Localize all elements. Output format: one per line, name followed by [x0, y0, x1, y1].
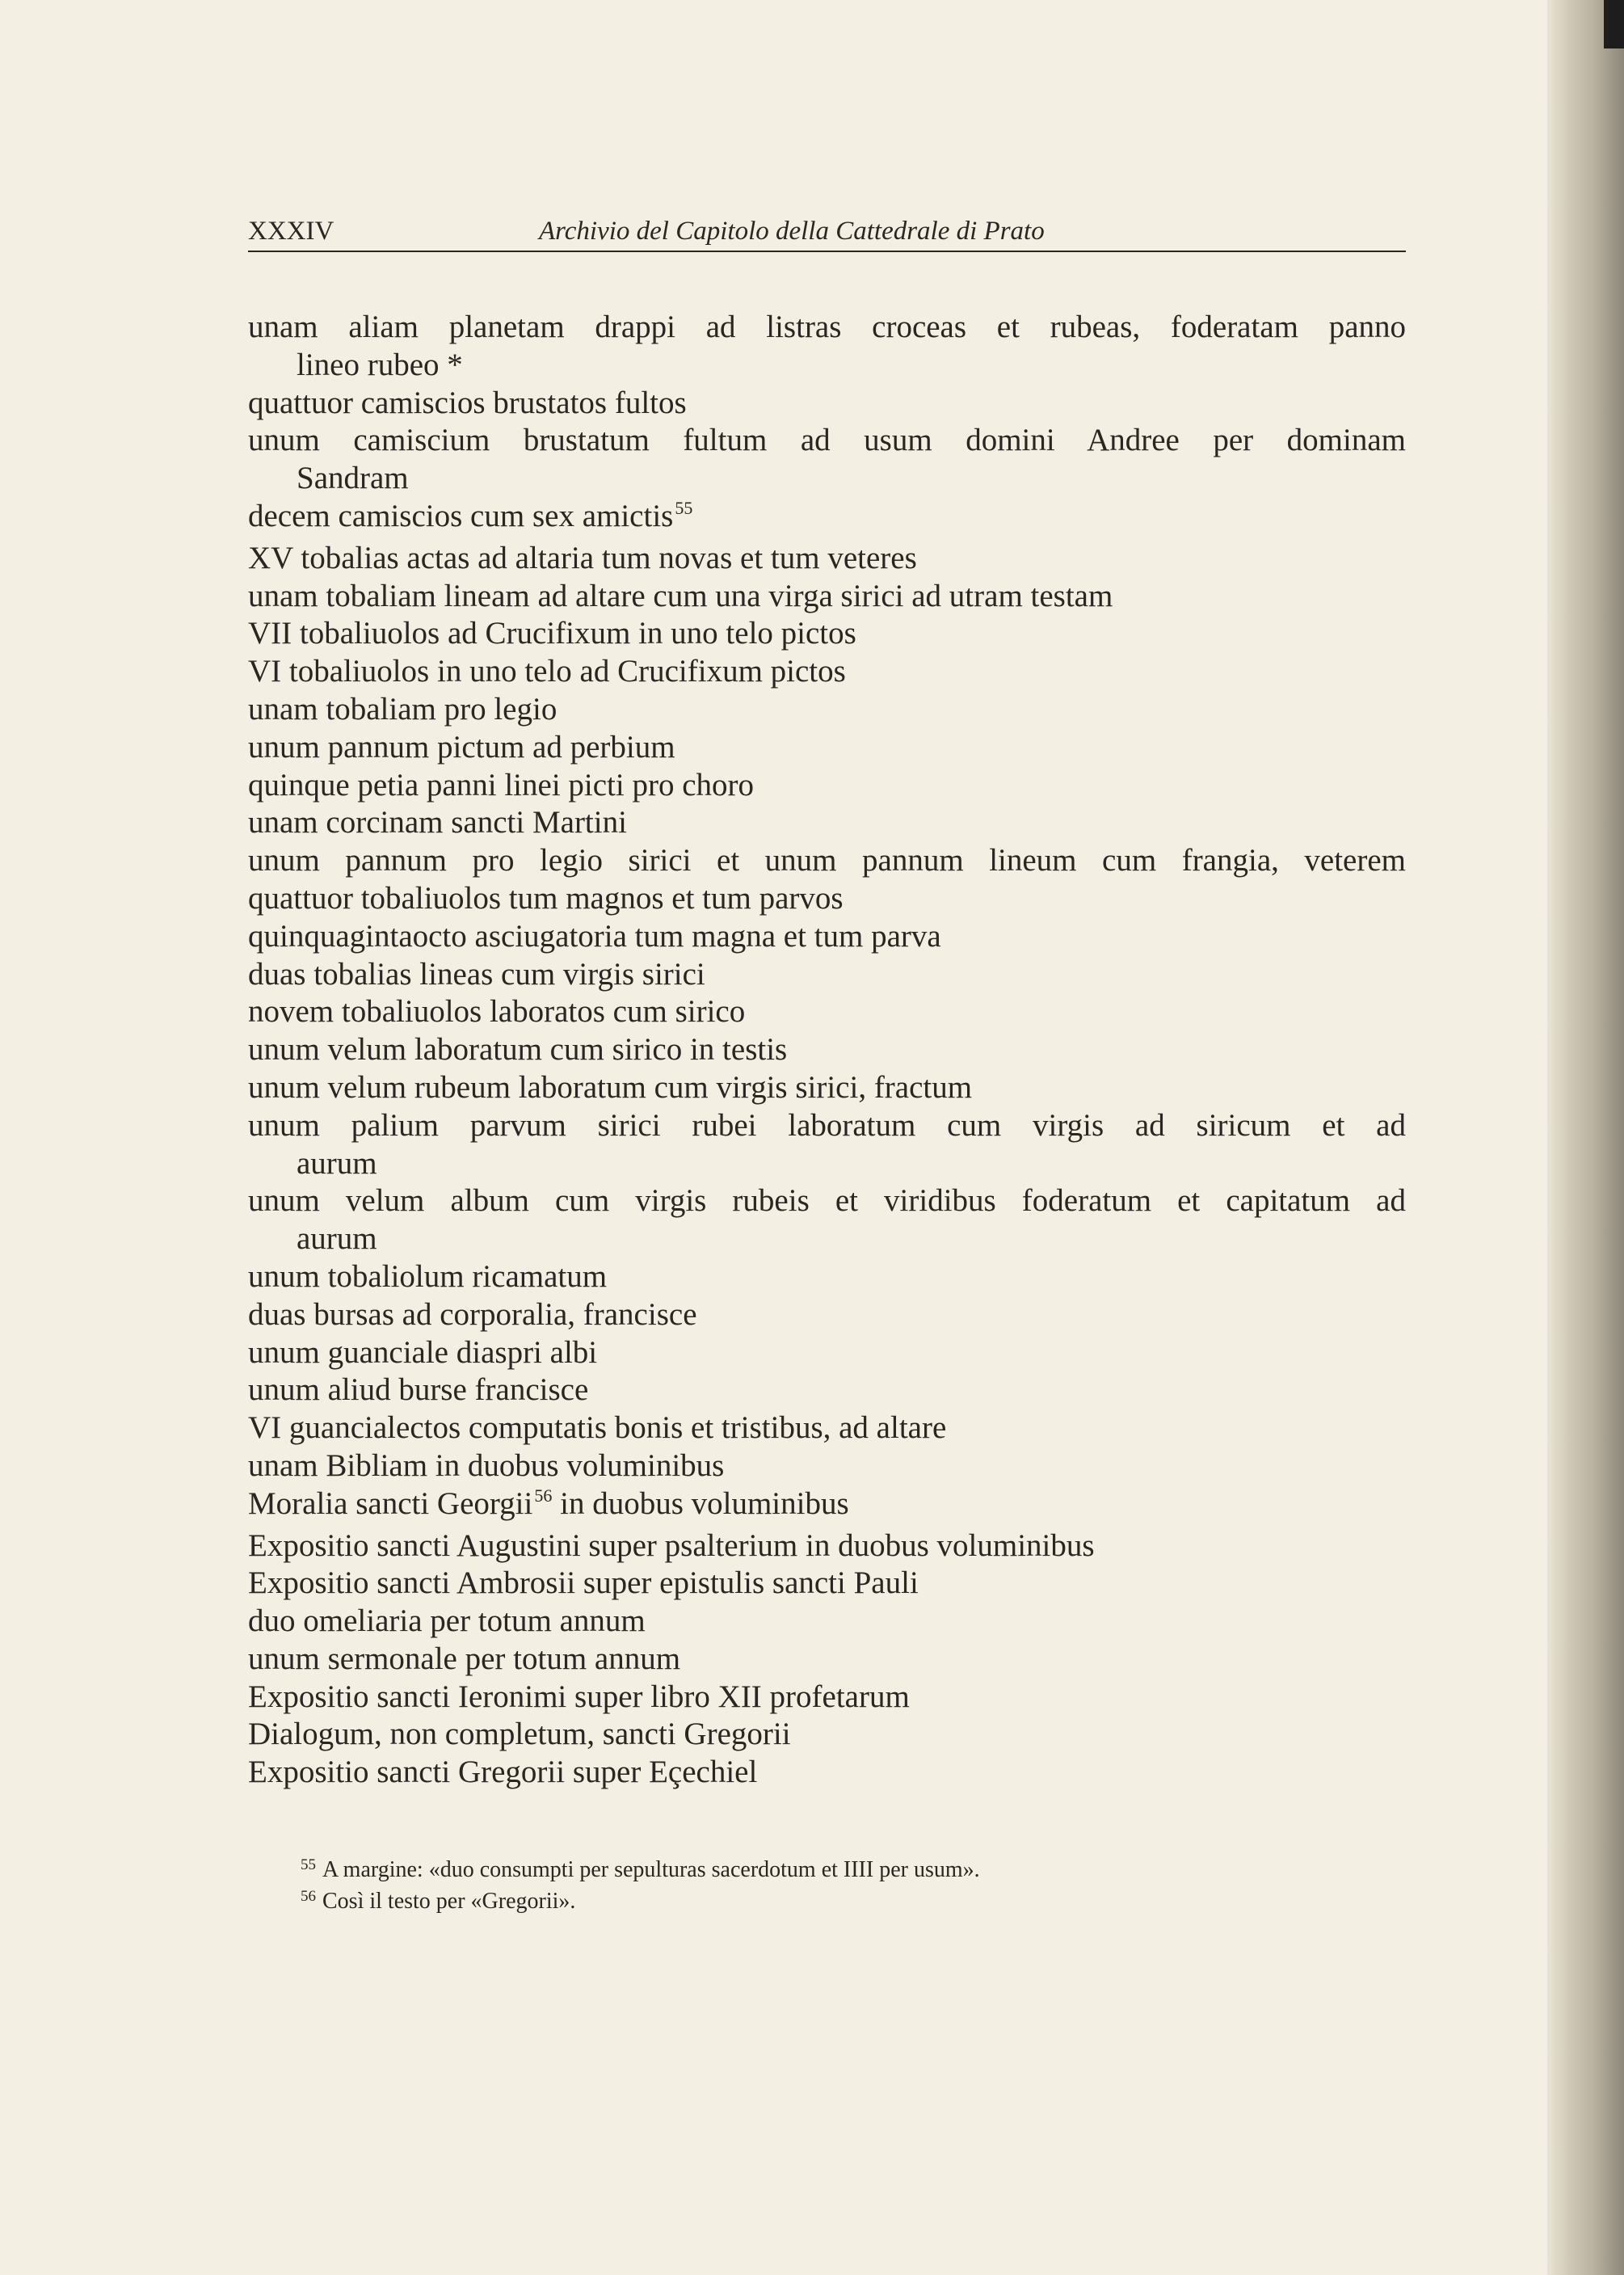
inventory-line — [248, 1182, 1406, 1220]
line-text: quattuor tobaliuolos tum magnos et tum parvos — [248, 880, 844, 916]
line-text: decem camiscios cum sex amictis — [248, 498, 674, 533]
line-text: unam Bibliam in duobus voluminibus — [248, 1447, 725, 1483]
inventory-line — [248, 1603, 1406, 1641]
line-text: VII tobaliuolos ad Crucifixum in uno telo pictos — [248, 616, 856, 651]
line-text: quinque petia panni linei picti pro choro — [248, 767, 754, 803]
inventory-line — [248, 767, 1406, 805]
line-text: Expositio sancti Gregorii super Eçechiel — [248, 1755, 758, 1790]
line-text: VI guancialectos computatis bonis et tristibus, ad altare — [248, 1410, 947, 1446]
line-text: Dialogum, non completum, sancti Gregorii — [248, 1717, 791, 1752]
line-text: unum pannum pro legio sirici et unum pannum lineum cum frangia, veterem — [248, 843, 1406, 878]
inventory-line — [248, 1565, 1406, 1603]
inventory-line — [248, 1371, 1406, 1409]
book-spine-shadow — [1547, 0, 1624, 2275]
inventory-line — [248, 918, 1406, 956]
line-text: unam tobaliam pro legio — [248, 691, 557, 727]
inventory-line — [248, 1145, 1406, 1183]
inventory-line — [248, 1296, 1406, 1334]
inventory-line — [248, 653, 1406, 691]
inventory-line — [248, 1485, 1406, 1527]
inventory-line — [248, 729, 1406, 767]
line-text: unum velum album cum virgis rubeis et viridibus foderatum et capitatum ad — [248, 1183, 1406, 1219]
inventory-line — [248, 842, 1406, 880]
line-text: Expositio sancti Augustini super psalterium in duobus voluminibus — [248, 1527, 1095, 1563]
line-text: XV tobalias actas ad altaria tum novas et tum veteres — [248, 540, 917, 575]
line-text-continued: in duobus voluminibus — [552, 1485, 849, 1521]
line-text: unum sermonale per totum annum — [248, 1641, 681, 1676]
inventory-line — [248, 956, 1406, 994]
line-text: unum aliud burse francisce — [248, 1372, 589, 1408]
line-text: unam aliam planetam drappi ad listras croceas et rubeas, foderatam panno — [248, 310, 1406, 344]
footnote-text: A margine: «duo consumpti per sepulturas sacerdotum et IIII per usum». — [322, 1857, 980, 1882]
inventory-line — [248, 1258, 1406, 1296]
line-text: unum pannum pictum ad perbium — [248, 729, 675, 765]
footnotes — [301, 1856, 980, 1919]
line-text: quattuor camiscios brustatos fultos — [248, 385, 687, 420]
inventory-line — [248, 880, 1406, 918]
inventory-line — [248, 804, 1406, 842]
line-text: quinquagintaocto asciugatoria tum magna et tum parva — [248, 918, 941, 954]
inventory-line — [248, 1107, 1406, 1145]
inventory-line — [248, 1447, 1406, 1485]
footnote-text: Così il testo per «Gregorii». — [322, 1889, 576, 1914]
line-text: unum guanciale diaspri albi — [248, 1334, 598, 1370]
inventory-line — [248, 1409, 1406, 1447]
line-text: Expositio sancti Ieronimi super libro XII profetarum — [248, 1679, 910, 1714]
inventory-line — [248, 347, 1406, 385]
inventory-line — [248, 578, 1406, 616]
inventory-line — [248, 460, 1406, 498]
line-text: unum velum rubeum laboratum cum virgis sirici, fractum — [248, 1069, 973, 1105]
inventory-line — [248, 1527, 1406, 1565]
line-text: duo omeliaria per totum annum — [248, 1603, 646, 1639]
line-text: aurum — [297, 1221, 377, 1257]
inventory-line — [248, 993, 1406, 1031]
inventory-line — [248, 1641, 1406, 1679]
running-title: Archivio del Capitolo della Cattedrale di Prato — [539, 217, 1045, 246]
inventory-text — [248, 309, 1406, 1792]
line-text: aurum — [297, 1145, 377, 1181]
inventory-line — [248, 1069, 1406, 1107]
line-text: Expositio sancti Ambrosii super epistulis sancti Pauli — [248, 1565, 919, 1601]
page-header — [248, 212, 1406, 252]
line-text: duas tobalias lineas cum virgis sirici — [248, 956, 705, 992]
line-text: unum palium parvum sirici rubei laboratum cum virgis ad siricum et ad — [248, 1107, 1406, 1143]
footnote-number: 55 — [301, 1856, 316, 1873]
line-text: unum tobaliolum ricamatum — [248, 1258, 608, 1294]
inventory-line — [248, 1716, 1406, 1754]
inventory-line — [248, 422, 1406, 460]
inventory-line — [248, 1334, 1406, 1372]
inventory-line — [248, 540, 1406, 578]
inventory-line — [248, 385, 1406, 423]
footnote-ref: 55 — [675, 497, 693, 518]
inventory-line — [248, 1220, 1406, 1258]
line-text: duas bursas ad corporalia, francisce — [248, 1296, 697, 1332]
footnote — [301, 1887, 980, 1919]
page-number: XXXIV — [248, 217, 334, 246]
inventory-line — [248, 615, 1406, 653]
inventory-line — [248, 309, 1406, 347]
line-text: Sandram — [297, 461, 409, 496]
line-text: lineo rubeo * — [297, 347, 463, 382]
inventory-line — [248, 1031, 1406, 1069]
footnote-number: 56 — [301, 1888, 316, 1905]
footnote — [301, 1856, 980, 1887]
line-text: unam tobaliam lineam ad altare cum una virga sirici ad utram testam — [248, 578, 1113, 613]
line-text: VI tobaliuolos in uno telo ad Crucifixum pictos — [248, 654, 846, 689]
line-text: unum camiscium brustatum fultum ad usum domini Andree per dominam — [248, 423, 1406, 458]
scan-edge — [1604, 0, 1624, 48]
footnote-ref: 56 — [534, 1485, 553, 1506]
line-text: unum velum laboratum cum sirico in testis — [248, 1032, 788, 1068]
inventory-line — [248, 1754, 1406, 1792]
line-text: unam corcinam sancti Martini — [248, 805, 627, 840]
line-text: novem tobaliuolos laboratos cum sirico — [248, 994, 746, 1030]
inventory-line — [248, 498, 1406, 540]
inventory-line — [248, 1679, 1406, 1717]
inventory-line — [248, 691, 1406, 729]
line-text: Moralia sancti Georgii — [248, 1485, 533, 1521]
